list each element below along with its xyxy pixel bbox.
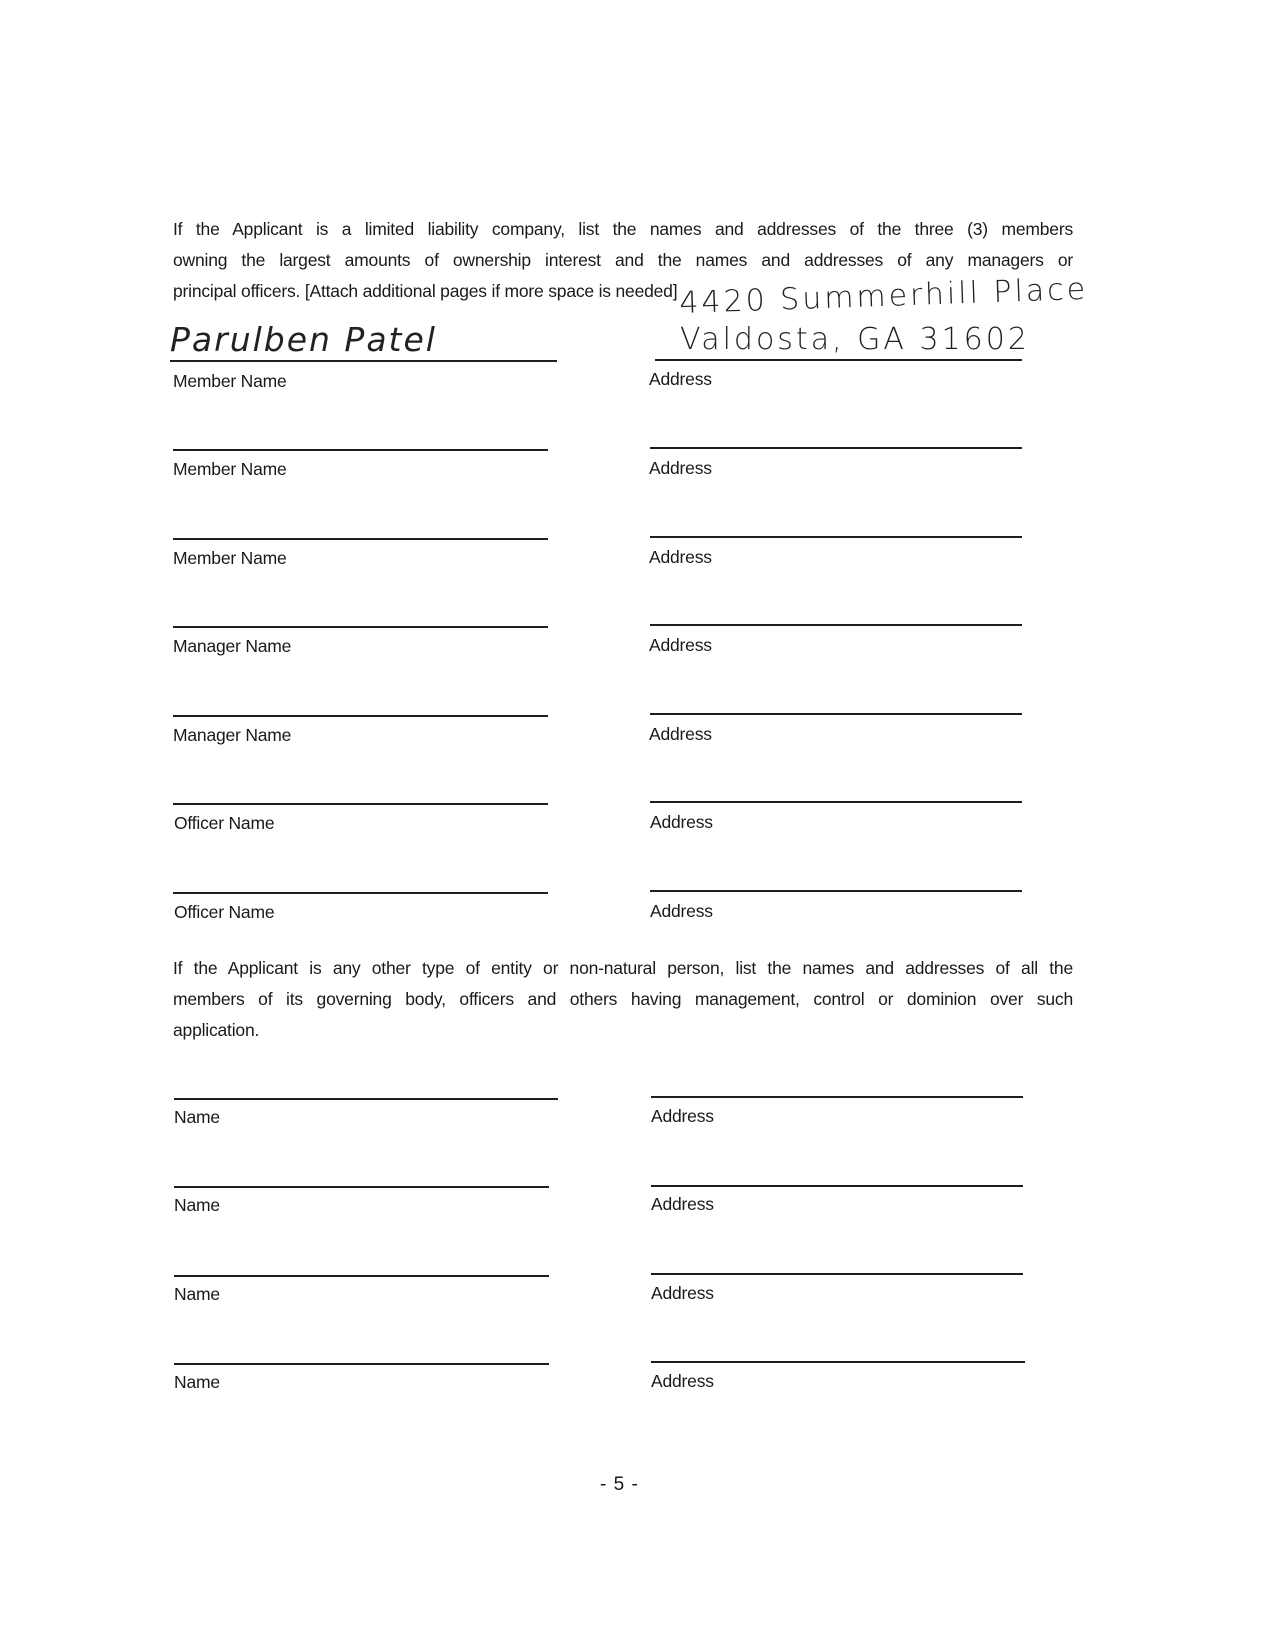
member-address-line[interactable] (650, 447, 1022, 449)
address-label: Address (649, 635, 712, 655)
officer-name-label: Officer Name (174, 813, 275, 833)
address-label: Address (651, 1106, 714, 1126)
officer-address-line[interactable] (650, 890, 1022, 892)
manager-name-label: Manager Name (173, 636, 292, 656)
other-entity-instructions-line-2: members of its governing body, officers and others having management, control or dominion over such (173, 989, 1073, 1009)
manager-name-label: Manager Name (173, 725, 292, 745)
member-name-line[interactable] (173, 538, 548, 540)
other-entity-instructions-line-1: If the Applicant is any other type of entity or non-natural person, list the names and addresses of all the (173, 958, 1073, 978)
name-line[interactable] (174, 1363, 549, 1365)
address-label: Address (651, 1371, 714, 1391)
manager-address-line[interactable] (650, 713, 1022, 715)
officer-name-line[interactable] (173, 892, 548, 894)
name-line[interactable] (174, 1275, 549, 1277)
address-label: Address (651, 1283, 714, 1303)
name-label: Name (174, 1372, 220, 1392)
member-1-name-value[interactable]: Parulben Patel (170, 320, 437, 359)
officer-name-line[interactable] (173, 803, 548, 805)
manager-name-line[interactable] (173, 626, 548, 628)
address-label: Address (650, 901, 713, 921)
other-entity-instructions-line-3: application. (173, 1020, 260, 1040)
manager-name-line[interactable] (173, 715, 548, 717)
llc-instructions-line-2: owning the largest amounts of ownership interest and the names and addresses of any managers or (173, 250, 1073, 270)
address-line[interactable] (651, 1361, 1025, 1363)
member-name-label: Member Name (173, 459, 287, 479)
member-name-line[interactable] (170, 360, 557, 362)
member-1-address-line-2-value[interactable]: Valdosta, GA 31602 (680, 322, 1030, 357)
address-line[interactable] (651, 1096, 1023, 1098)
other-entity-instructions (173, 953, 1073, 1046)
name-label: Name (174, 1107, 220, 1127)
name-label: Name (174, 1284, 220, 1304)
member-name-label: Member Name (173, 371, 287, 391)
member-name-label: Member Name (173, 548, 287, 568)
address-label: Address (650, 812, 713, 832)
member-address-line[interactable] (650, 536, 1022, 538)
address-label: Address (649, 369, 712, 389)
address-label: Address (649, 724, 712, 744)
address-label: Address (651, 1194, 714, 1214)
llc-instructions-line-3: principal officers. [Attach additional pages if more space is needed] (173, 281, 678, 301)
member-address-line[interactable] (655, 359, 1022, 361)
officer-name-label: Officer Name (174, 902, 275, 922)
page-number: - 5 - (600, 1474, 639, 1495)
member-name-line[interactable] (173, 449, 548, 451)
address-line[interactable] (651, 1273, 1023, 1275)
address-label: Address (649, 458, 712, 478)
address-label: Address (649, 547, 712, 567)
officer-address-line[interactable] (650, 801, 1022, 803)
member-1-address-line-1-value[interactable]: 4420 Summerhill Place (678, 271, 1089, 321)
address-line[interactable] (651, 1185, 1023, 1187)
manager-address-line[interactable] (650, 624, 1022, 626)
llc-instructions-line-1: If the Applicant is a limited liability company, list the names and addresses of the three (3) members (173, 219, 1073, 239)
name-line[interactable] (174, 1098, 558, 1100)
name-label: Name (174, 1195, 220, 1215)
name-line[interactable] (174, 1186, 549, 1188)
